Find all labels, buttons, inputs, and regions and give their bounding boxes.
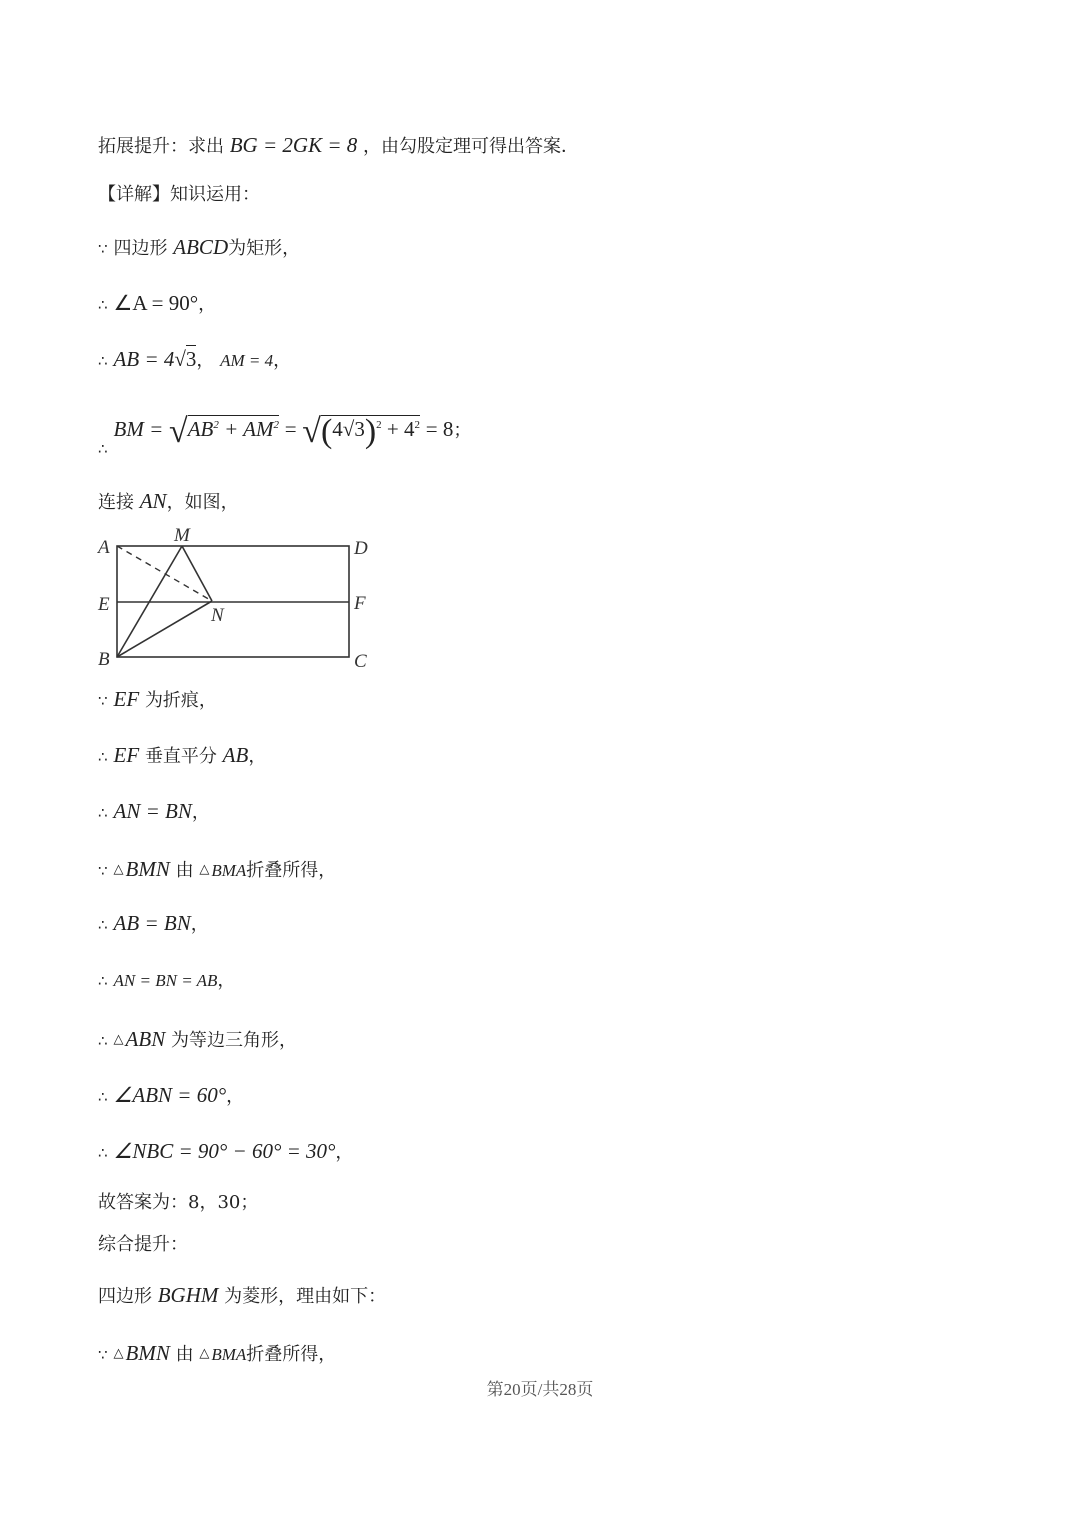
text: 4 xyxy=(332,417,343,441)
line-connect xyxy=(98,488,239,516)
text: ， xyxy=(226,1086,245,1107)
text: 3 xyxy=(354,417,365,441)
formula: = xyxy=(284,417,297,441)
radicand: $(4√3)^2 + 4^2$ xyxy=(320,413,420,450)
label-f: F xyxy=(354,593,366,614)
triangle-symbol: △ xyxy=(199,862,210,877)
line-hint xyxy=(98,132,579,160)
page-footer: 第20页/共28页 xyxy=(486,1380,594,1399)
therefore-symbol: ∴ xyxy=(98,296,108,314)
formula: = 8 xyxy=(425,417,454,441)
therefore-symbol: ∴ xyxy=(98,916,108,934)
text: 折叠所得， xyxy=(246,860,337,881)
text: ， xyxy=(248,746,267,767)
label-e: E xyxy=(98,594,110,615)
formula: ∠NBC = 90° − 60° = 30° xyxy=(113,1139,336,1163)
text: 折叠所得， xyxy=(246,1344,337,1365)
hint-tail: ，由勾股定理可得出答案． xyxy=(362,136,579,157)
formula: AN = BN = AB xyxy=(113,971,218,990)
text: 四边形 xyxy=(98,1286,152,1307)
line-answer xyxy=(98,1190,258,1216)
formula: ABN xyxy=(125,1027,166,1051)
formula: BM = xyxy=(113,417,164,441)
therefore-symbol: ∴ xyxy=(98,1144,108,1162)
text: + 4 xyxy=(386,417,415,441)
line-comprehensive xyxy=(98,1232,188,1258)
label-d: D xyxy=(354,538,368,559)
therefore-symbol: ∴ xyxy=(98,352,108,370)
label-b: B xyxy=(98,649,110,670)
answer-text: 故答案为：8，30； xyxy=(98,1192,259,1213)
text: ， xyxy=(198,294,217,315)
text: ， xyxy=(191,802,210,823)
text: 为菱形，理由如下： xyxy=(224,1286,387,1307)
line-rhombus xyxy=(98,1282,386,1310)
text: 四边形 xyxy=(113,238,168,259)
radicand: 3 xyxy=(185,347,197,371)
segment-bn xyxy=(117,601,212,657)
formula: ∠A = 90° xyxy=(113,291,199,315)
line-all-equal xyxy=(98,968,235,994)
formula: AN xyxy=(139,489,167,513)
because-symbol: ∵ xyxy=(98,240,108,258)
triangle-symbol: △ xyxy=(113,1032,124,1047)
line-ab-am: ∴ AB = 4√3， AM = 4， xyxy=(98,347,292,371)
line-fold-bmn-2 xyxy=(98,1340,336,1368)
text: 为等边三角形， xyxy=(170,1030,297,1051)
label-a: A xyxy=(98,537,110,558)
therefore-symbol: ∴ xyxy=(98,1032,108,1050)
formula: BMA xyxy=(211,1345,247,1364)
text: 为折痕， xyxy=(144,690,217,711)
text: 为矩形， xyxy=(228,238,301,259)
hint-text: 拓展提升：求出 xyxy=(98,136,224,157)
therefore-symbol: ∴ xyxy=(98,1088,108,1106)
rectangle-fold-figure xyxy=(94,524,384,674)
label-m: M xyxy=(174,525,190,546)
section-heading: 综合提升： xyxy=(98,1234,188,1255)
therefore-symbol: ∴ xyxy=(98,440,108,458)
line-ab-bn xyxy=(98,910,209,938)
line-fold-bmn xyxy=(98,856,336,884)
text: ， xyxy=(217,970,236,991)
formula: EF xyxy=(113,743,140,767)
hint-formula: BG = 2GK = 8 xyxy=(229,133,358,157)
line-bisector xyxy=(98,742,266,770)
formula: BMN xyxy=(125,857,170,881)
line-angle-nbc xyxy=(98,1138,353,1166)
label-n: N xyxy=(211,605,224,626)
line-an-bn xyxy=(98,798,210,826)
formula: AB = 4 xyxy=(113,347,175,371)
text: ， xyxy=(196,350,215,371)
label-c: C xyxy=(354,651,367,672)
line-bm: $_\therefore BM = √AB^2 + AM^2 = √(4√3)^2 + 4^2 = 8$； xyxy=(98,413,472,458)
text: 由 xyxy=(175,860,194,881)
triangle-symbol: △ xyxy=(113,1346,124,1361)
text: ； xyxy=(453,420,472,441)
text: + AM xyxy=(218,417,274,441)
text: 垂直平分 xyxy=(144,746,217,767)
therefore-symbol: ∴ xyxy=(98,804,108,822)
formula: EF xyxy=(113,687,140,711)
text: ， xyxy=(335,1142,354,1163)
formula: ABCD xyxy=(173,235,229,259)
triangle-symbol: △ xyxy=(199,1346,210,1361)
therefore-symbol: ∴ xyxy=(98,972,108,990)
line-rectangle xyxy=(98,234,300,262)
detail-heading: 【详解】知识运用： xyxy=(98,184,260,205)
text: AB xyxy=(187,417,214,441)
formula: ∠ABN = 60° xyxy=(113,1083,227,1107)
text: 连接 xyxy=(98,492,134,513)
radicand: $AB^2 + AM^2$ xyxy=(187,417,279,441)
formula: AB xyxy=(222,743,249,767)
because-symbol: ∵ xyxy=(98,862,108,880)
formula: AM = 4 xyxy=(220,351,274,370)
formula: AN = BN xyxy=(113,799,192,823)
line-angle-a xyxy=(98,290,216,318)
because-symbol: ∵ xyxy=(98,692,108,710)
line-equilateral xyxy=(98,1026,297,1054)
formula: BGHM xyxy=(157,1283,219,1307)
line-angle-abn xyxy=(98,1082,244,1110)
line-detail-heading xyxy=(98,182,260,208)
text: ， xyxy=(190,914,209,935)
triangle-symbol: △ xyxy=(113,862,124,877)
formula: BMA xyxy=(211,861,247,880)
formula: AB = BN xyxy=(113,911,191,935)
text: 由 xyxy=(175,1344,194,1365)
because-symbol: ∵ xyxy=(98,1346,108,1364)
text: ， xyxy=(273,350,292,371)
therefore-symbol: ∴ xyxy=(98,748,108,766)
text: ，如图， xyxy=(166,492,239,513)
formula: BMN xyxy=(125,1341,170,1365)
line-crease xyxy=(98,686,217,714)
